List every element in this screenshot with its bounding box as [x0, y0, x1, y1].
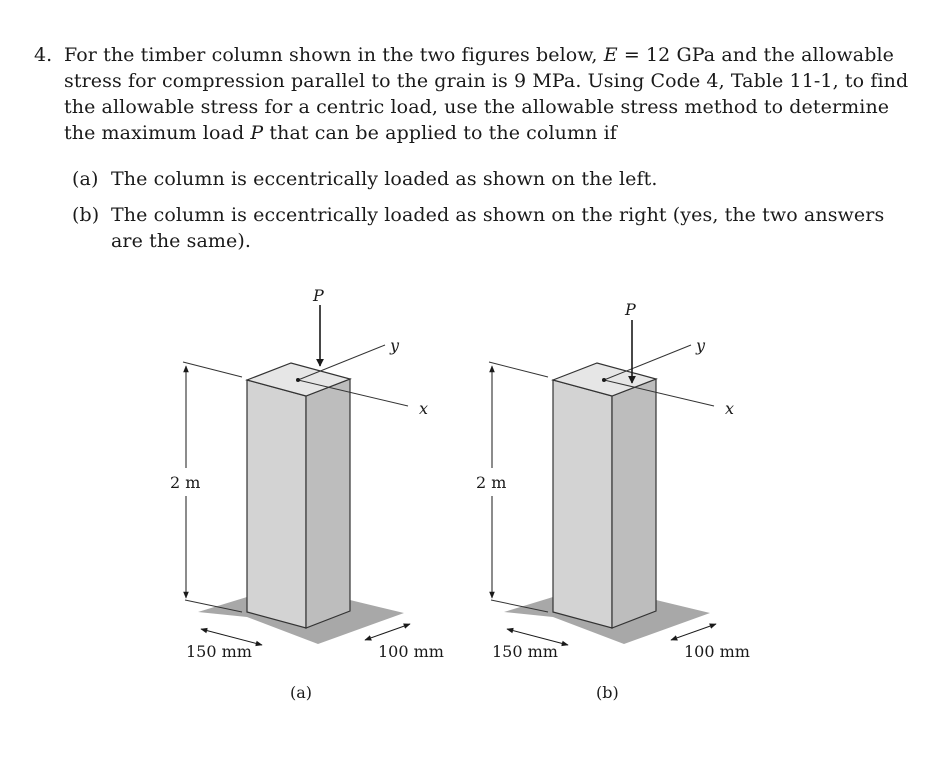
- load-point: [296, 378, 300, 382]
- depth-dimension-line: [365, 624, 410, 640]
- figure-a: [170, 286, 444, 702]
- load-label: P: [313, 286, 324, 305]
- column-side-face: [612, 379, 656, 628]
- y-axis-label: y: [696, 336, 706, 355]
- statement-text: that can be applied to the column if: [263, 122, 617, 144]
- statement-text: the maximum load: [64, 122, 251, 144]
- depth-label: 100 mm: [684, 642, 750, 661]
- height-label: 2 m: [476, 473, 507, 492]
- part-b-text: The column is eccentrically loaded as shown on the right (yes, the two answers: [111, 204, 885, 226]
- part-b-text: are the same).: [111, 230, 252, 252]
- y-axis-label: y: [390, 336, 400, 355]
- x-axis-label: x: [419, 399, 429, 418]
- modulus-symbol: E: [603, 44, 618, 66]
- part-a-text: The column is eccentrically loaded as shown on the left.: [111, 168, 658, 190]
- part-a-label: (a): [72, 168, 99, 190]
- load-label: P: [625, 300, 636, 319]
- centroid-point: [602, 378, 606, 382]
- x-axis-label: x: [725, 399, 735, 418]
- column-front-face: [247, 380, 306, 628]
- height-label: 2 m: [170, 473, 201, 492]
- depth-label: 100 mm: [378, 642, 444, 661]
- load-symbol: P: [250, 122, 264, 144]
- part-b-label: (b): [72, 204, 100, 226]
- figure-caption: (a): [290, 683, 313, 702]
- depth-dimension-line: [671, 624, 716, 640]
- statement-line-3: the allowable stress for a centric load, use the allowable stress method to determine: [64, 96, 890, 118]
- y-axis-line: [604, 345, 691, 380]
- column-front-face: [553, 380, 612, 628]
- height-extension-top: [183, 362, 242, 377]
- height-extension-top: [489, 362, 548, 377]
- figure-b: [476, 300, 750, 702]
- y-axis-line: [298, 345, 385, 380]
- statement-line-2: stress for compression parallel to the grain is 9 MPa. Using Code 4, Table 11-1, to find: [64, 70, 909, 92]
- width-label: 150 mm: [492, 642, 558, 661]
- figure-caption: (b): [596, 683, 619, 702]
- problem-number: 4.: [34, 44, 53, 66]
- statement-text: For the timber column shown in the two figures below,: [64, 44, 604, 66]
- statement-text: = 12 GPa and the allowable: [617, 44, 894, 66]
- width-label: 150 mm: [186, 642, 252, 661]
- column-side-face: [306, 379, 350, 628]
